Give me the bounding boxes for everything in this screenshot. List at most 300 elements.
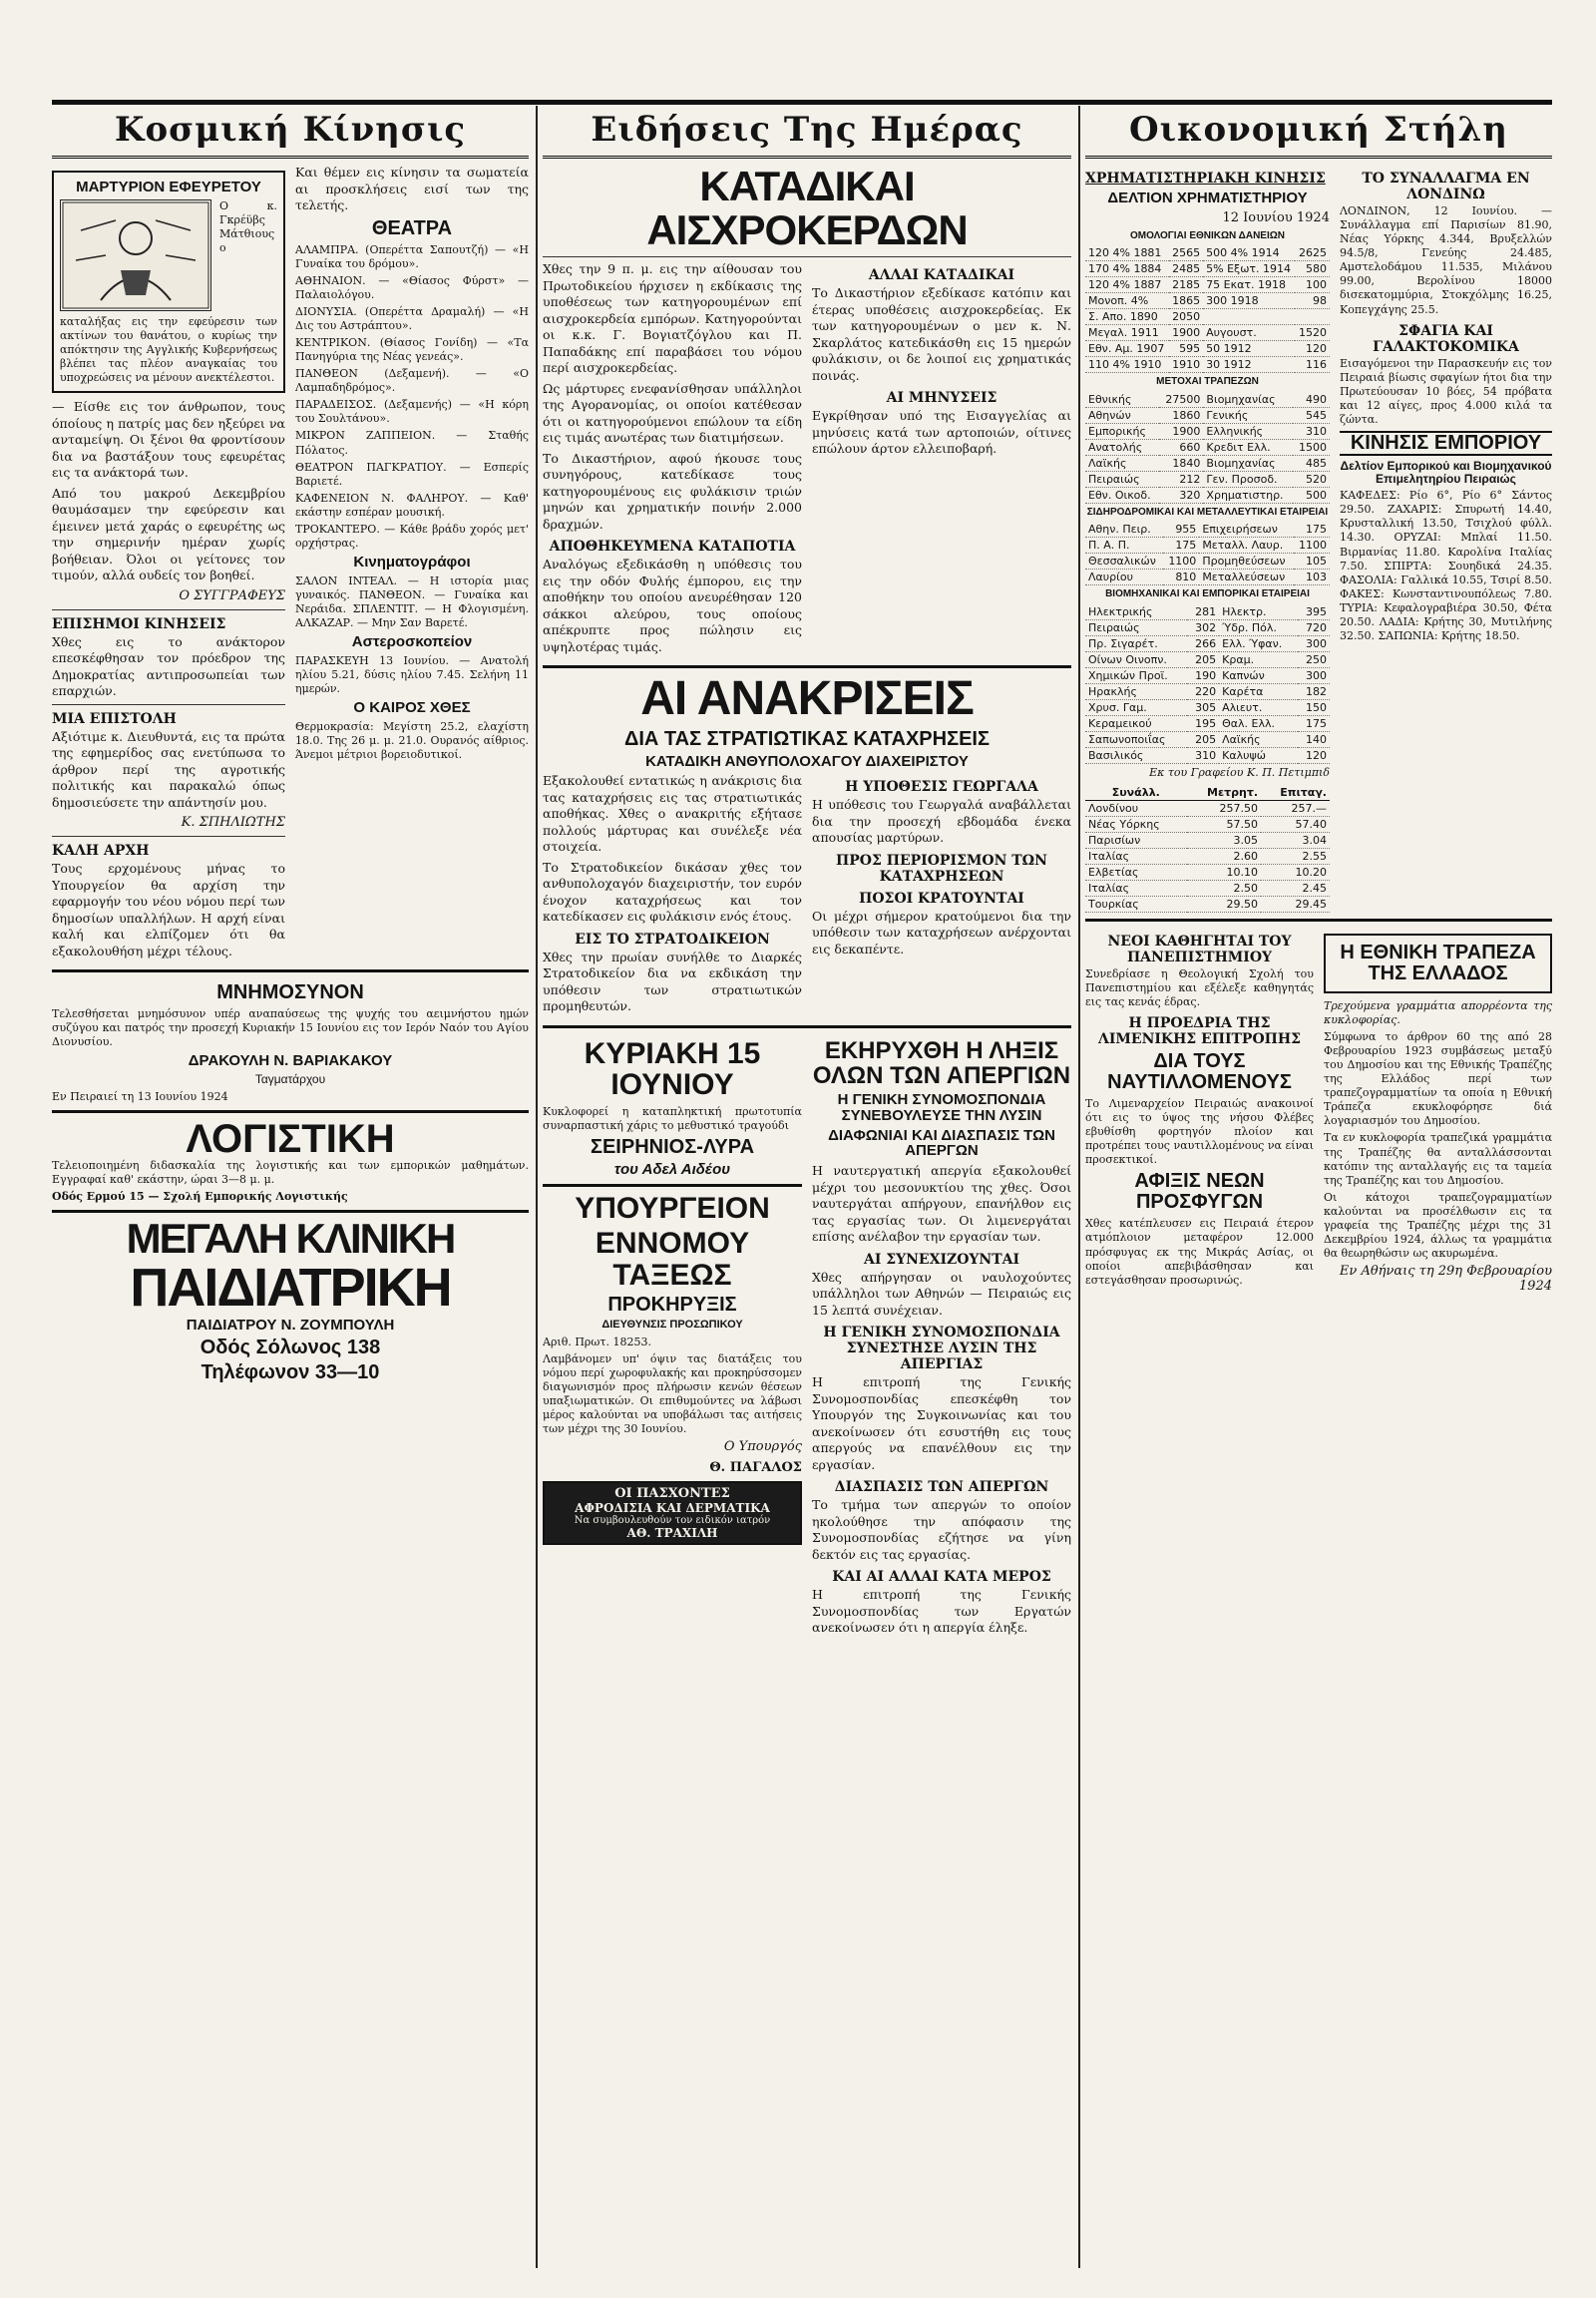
table-cell: Ελβετίας <box>1085 864 1187 880</box>
paragraph: ΚΑΦΕΔΕΣ: Ρίο 6°, Ρίο 6° Σάντος 29.50. ΖΑΧΑΡΙΣ: Σπυρωτή 14.40, Κρυσταλλική 13.50, Τσιχλού φύλλ. 14.30. ΟΡΥΖΑΙ: Μπλαί 11.50. Βιρμανίας 11.80. Καρολίνα Ιταλίας 7.50. ΣΠΙΡΤΑ: Σουηδικά 24.35. ΦΑΣΟΛΙΑ: Γαλλικά 10.55, Τσιρί 8.50. ΦΑΚΕΣ: Κωνσταντινουπόλεως 7.80. ΤΥΡΙΑ: Κεφαλογραβιέρα 30.50, Φέτα 20.50. ΛΑΔΙΑ: Κρήτης 30, Μυτιλήνης 32.50. ΣΑΠΩΝΙΑ: Κρήτης 18.50. <box>1339 489 1552 642</box>
bank-row <box>1085 471 1330 487</box>
loan-row <box>1085 261 1330 277</box>
industry-row <box>1085 635 1330 651</box>
table-cell: Ηλεκτρ. <box>1219 604 1298 620</box>
rail-row <box>1085 554 1330 570</box>
table-cell: 1865 <box>1169 293 1204 309</box>
table-cell: 2485 <box>1169 261 1204 277</box>
table-cell: 1100 <box>1163 554 1199 570</box>
exchange-header-row <box>1085 785 1330 801</box>
table-cell: Ύδρ. Πόλ. <box>1219 619 1298 635</box>
loans-table <box>1085 245 1330 373</box>
loan-row <box>1085 341 1330 357</box>
table-cell: 30 1912 <box>1203 357 1295 373</box>
table-cell: 75 Εκατ. 1918 <box>1203 277 1295 293</box>
table-cell: Νέας Υόρκης <box>1085 816 1187 832</box>
heading-bank: Η ΕΘΝΙΚΗ ΤΡΑΠΕΖΑ ΤΗΣ ΕΛΛΑΔΟΣ <box>1340 941 1536 984</box>
table-cell: 545 <box>1293 407 1330 423</box>
headline-strike-sub2: ΔΙΑΦΩΝΙΑΙ ΚΑΙ ΔΙΑΣΠΑΣΙΣ ΤΩΝ ΑΠΕΡΓΩΝ <box>828 1126 1055 1160</box>
table-cell: Βιομηχανίας <box>1203 455 1293 471</box>
paragraph: Τελειοποιημένη διδασκαλία της λογιστικής και των εμπορικών μαθημάτων. Εγγραφαί καθ' εκάστην, ώραι 3—8 μ. μ. <box>52 1158 529 1186</box>
table-cell: Τουρκίας <box>1085 896 1187 912</box>
table-cell: 660 <box>1159 439 1203 455</box>
subcolumn-right <box>812 1034 1071 1641</box>
inventor-box <box>52 171 285 393</box>
table-cell: 182 <box>1298 683 1330 699</box>
heading-university: ΝΕΟΙ ΚΑΘΗΓΗΤΑΙ ΤΟΥ ΠΑΝΕΠΙΣΤΗΜΙΟΥ <box>1107 933 1292 965</box>
table-cell: Λαϊκής <box>1085 455 1159 471</box>
subheading: ΔΙΑΣΠΑΣΙΣ ΤΩΝ ΑΠΕΡΓΩΝ <box>834 1479 1049 1496</box>
subcolumn-right <box>812 773 1071 1019</box>
subheading: ΑΙ ΣΥΝΕΧΙΖΟΥΝΤΑΙ <box>863 1251 1020 1268</box>
bank-notice <box>1324 934 1552 993</box>
banks-table <box>1085 392 1330 504</box>
table-cell: Αθηνών <box>1085 407 1159 423</box>
table-cell: 10.10 <box>1187 864 1261 880</box>
table-cell: 955 <box>1163 522 1199 538</box>
subcolumn-left <box>543 261 802 659</box>
loan-row <box>1085 309 1330 325</box>
subheading: Η ΓΕΝΙΚΗ ΣΥΝΟΜΟΣΠΟΝΔΙΑ ΣΥΝΕΣΤΗΣΕ ΛΥΣΙΝ ΤΗΣ ΑΠΕΡΓΙΑΣ <box>823 1325 1060 1373</box>
table-cell: 2565 <box>1169 245 1204 261</box>
paragraph: Το Δικαστήριον εξεδίκασε κατόπιν και έτερας υποθέσεις αισχροκερδείας. Εκ των κατηγορουμένων ο μεν κ. Ν. Σκαρλάτος κατεδικάσθη εις 15 ημερών φυλάκισιν, οι δε λοιποί εις χρηματικάς ποινάς. <box>812 285 1071 383</box>
table-cell: Βασιλικός <box>1085 747 1187 763</box>
table-cell: Αυγουστ. <box>1203 325 1295 341</box>
heading-industry: ΒΙΟΜΗΧΑΝΙΚΑΙ ΚΑΙ ΕΜΠΟΡΙΚΑΙ ΕΤΑΙΡΕΙΑΙ <box>1105 588 1310 600</box>
theatre-item: ΠΑΝΘΕΟΝ (Δεξαμενή). — «Ο Λαμπαδηδρόμος». <box>295 367 529 395</box>
table-cell: 1910 <box>1169 357 1204 373</box>
subcolumn-right <box>812 261 1071 659</box>
paragraph: Χθες εις το ανάκτορον επεσκέφθησαν τον πρόεδρον της Δημοκρατίας αντιπροσωπείαι των επαρχιών. <box>52 633 285 699</box>
exchange-table <box>1085 785 1330 913</box>
table-cell: Ιταλίας <box>1085 880 1187 896</box>
industry-row <box>1085 667 1330 683</box>
table-cell: Λαϊκής <box>1219 731 1298 747</box>
subheading: ΠΡΟΣ ΠΕΡΙΟΡΙΣΜΟΝ ΤΩΝ ΚΑΤΑΧΡΗΣΕΩΝ <box>836 852 1047 885</box>
heading-memorial: ΜΝΗΜΟΣΥΝΟΝ <box>216 981 364 1004</box>
table-cell: Λαυρίου <box>1085 570 1163 585</box>
table-header-cell: Μετρητ. <box>1187 785 1261 801</box>
ad-sunday-subtitle: του Αδελ Αιδέου <box>613 1160 731 1178</box>
source-note: Εκ του Γραφείου Κ. Π. Πετιμπιδ <box>1149 765 1330 779</box>
table-cell: Σαπωνοποιΐας <box>1085 731 1187 747</box>
bank-row <box>1085 487 1330 503</box>
two-column-block <box>1085 165 1552 913</box>
table-cell: Γεν. Προσοδ. <box>1203 471 1293 487</box>
divider <box>52 1110 529 1113</box>
table-cell: 300 <box>1298 667 1330 683</box>
theatre-item: ΚΑΦΕΝΕΙΟΝ Ν. ΦΑΛΗΡΟΥ. — Καθ' εκάστην εσπέραν μουσική. <box>295 491 529 519</box>
section-title-finance: Οικονομική Στήλη <box>1085 106 1552 159</box>
table-cell: 810 <box>1163 570 1199 585</box>
headline-investigations-sub: ΔΙΑ ΤΑΣ ΣΤΡΑΤΙΩΤΙΚΑΣ ΚΑΤΑΧΡΗΣΕΙΣ <box>624 727 990 750</box>
loan-row <box>1085 357 1330 373</box>
paragraph: Από του μακρού Δεκεμβρίου θαυμάσαμεν την εφεύρεσιν και έμεινεν μετά χαράς ο εφευρέτης ως την σημερινήν ημέραν χωρίς βοήθειαν. Όλοι οι γείτονες τον τιμούν, αλλά ουδείς τον βοηθεί. <box>52 485 285 583</box>
table-cell: 175 <box>1163 538 1199 554</box>
table-cell: 3.05 <box>1187 832 1261 848</box>
signature: Θ. ΠΑΓΑΛΟΣ <box>709 1460 802 1476</box>
paragraph: Θερμοκρασία: Μεγίστη 25.2, ελαχίστη 18.0. Της 26 μ. μ. 21.0. Ουρανός αίθριος. Άνεμοι μέτριοι βορειοδυτικοί. <box>295 719 529 762</box>
table-cell: Χρυσ. Γαμ. <box>1085 699 1187 715</box>
ad-clinic-address: Οδός Σόλωνος 138 <box>200 1336 381 1358</box>
table-cell: 3.04 <box>1261 832 1330 848</box>
heading-refugees: ΑΦΙΞΙΣ ΝΕΩΝ ΠΡΟΣΦΥΓΩΝ <box>1134 1170 1265 1214</box>
theatre-item: ΤΡΟΚΑΝΤΕΡΟ. — Κάθε βράδυ χορός μετ' ορχήστρας. <box>295 522 529 550</box>
table-cell: 1900 <box>1169 325 1204 341</box>
table-cell: Εθν. Οικοδ. <box>1085 487 1159 503</box>
paragraph: Οι μέχρι σήμερον κρατούμενοι δια την υπόθεσιν των καταχρήσεων ανέρχονται εις δεκαπέντε. <box>812 908 1071 957</box>
paragraph: Η υπόθεσις του Γεωργαλά αναβάλλεται δια την προσεχή εβδομάδα ένεκα απουσίας μαρτύρων. <box>812 797 1071 846</box>
table-cell: Ελλ. Ύφαν. <box>1219 635 1298 651</box>
table-cell: 205 <box>1187 651 1219 667</box>
paragraph: Χθες απήργησαν οι ναυλοχούντες υπάλληλοι των Αθηνών — Πειραιώς εις 15 λεπτά συνέχειαν. <box>812 1269 1071 1318</box>
table-cell: Καλυψώ <box>1219 747 1298 763</box>
paragraph: Συνεδρίασε η Θεολογική Σχολή του Πανεπιστημίου και εξέλεξε καθηγητάς εις τας κενάς έδρας. <box>1085 966 1314 1008</box>
table-cell: Θαλ. Ελλ. <box>1219 715 1298 731</box>
table-cell: 1500 <box>1293 439 1330 455</box>
paragraph: — Είσθε εις τον άνθρωπον, τους όποίους η πατρίς μας δεν ηξεύρει να ανταμείψη. Οι ξένοι θα φροντίσουν δια να βαστάξουν τους εφευρέτας εις τα ανάκτορά των. <box>52 399 285 481</box>
table-cell: 212 <box>1159 471 1203 487</box>
rail-table <box>1085 522 1330 585</box>
bank-row <box>1085 439 1330 455</box>
exchange-row <box>1085 816 1330 832</box>
table-cell: 29.45 <box>1261 896 1330 912</box>
theatre-item: ΚΕΝΤΡΙΚΟΝ. (Θίασος Γονίδη) — «Τα Πανηγύρια της Νέας γενεάς». <box>295 335 529 364</box>
heading-rail: ΣΙΔΗΡΟΔΡΟΜΙΚΑΙ ΚΑΙ ΜΕΤΑΛΛΕΥΤΙΚΑΙ ΕΤΑΙΡΕΙΑΙ <box>1086 506 1329 518</box>
theatre-item: ΠΑΡΑΔΕΙΣΟΣ. (Δεξαμενής) — «Η κόρη του Σουλτάνου». <box>295 398 529 426</box>
table-cell: 103 <box>1294 570 1330 585</box>
table-cell: Θεσσαλικών <box>1085 554 1163 570</box>
heading-livestock: ΣΦΑΓΙΑ ΚΑΙ ΓΑΛΑΚΤΟΚΟΜΙΚΑ <box>1373 322 1519 355</box>
theatre-item: ΔΙΟΝΥΣΙΑ. (Οπερέττα Δραμαλή) — «Η Δις του Αστράπτου». <box>295 304 529 332</box>
ad-clinic-phone: Τηλέφωνον 33—10 <box>200 1360 380 1383</box>
exchange-row <box>1085 800 1330 816</box>
divider <box>52 609 285 610</box>
table-cell: Π. Α. Π. <box>1085 538 1163 554</box>
table-header-cell: Επιταγ. <box>1261 785 1330 801</box>
table-cell: 120 <box>1298 747 1330 763</box>
table-cell: Πειραιώς <box>1085 471 1159 487</box>
subcolumn-left <box>52 165 285 963</box>
industry-row <box>1085 683 1330 699</box>
paragraph: Τα εν κυκλοφορία τραπεζικά γραμμάτια της Τραπέζης θα ανταλλάσσονται κατόπιν της ανταλλαγής εις τα ταμεία της Τραπέζης και του Δημοσίου. <box>1324 1131 1552 1187</box>
table-cell: Γενικής <box>1203 407 1293 423</box>
table-cell: 2.60 <box>1187 848 1261 864</box>
industry-table <box>1085 604 1330 764</box>
ad-doctor-subheading: ΑΦΡΟΔΙΣΙΑ ΚΑΙ ΔΕΡΜΑΤΙΚΑ <box>575 1501 770 1516</box>
divider <box>543 1184 802 1187</box>
table-cell: 120 4% 1881 <box>1085 245 1169 261</box>
inventor-text: Ο κ. Γκρέϋβς Μάτθιους ο καταλήξας εις την εφεύρεσιν των ακτίνων του θανάτου, ο κυρίως την απόκτησιν της Αγγλικής Κυβερνήσεως βλέπει τας πλέον αναγκαίας του υποχρεώσεις να μένουν ανεκτέλεστοι. <box>60 198 277 385</box>
table-cell <box>1295 309 1330 325</box>
heading-banks: ΜΕΤΟΧΑΙ ΤΡΑΠΕΖΩΝ <box>1156 376 1259 388</box>
table-cell: 720 <box>1298 619 1330 635</box>
divider <box>52 1210 529 1213</box>
subheading: Η ΥΠΟΘΕΣΙΣ ΓΕΩΡΓΑΛΑ <box>845 779 1038 796</box>
paragraph: Σύμφωνα το άρθρον 60 της από 28 Φεβρουαρίου 1923 συμβάσεως μεταξύ του Δημοσίου και της Εθνικής Τραπέζης της Ελλάδος περί των τραπεζογραμματίων τα οποία η Εθνική Τράπεζα εκυκλοφόρησε διά λογαριασμόν του Δημοσίου. <box>1324 1029 1552 1128</box>
paragraph: Τελεσθήσεται μνημόσυνον υπέρ αναπαύσεως της ψυχής του αειμνήστου ημών συζύγου και πατρός την προσεχή Κυριακήν 15 Ιουνίου εις τον Ιερόν Ναόν του Αγίου Διονυσίου. <box>52 1007 529 1049</box>
table-cell: 305 <box>1187 699 1219 715</box>
table-cell: Χημικών Προϊ. <box>1085 667 1187 683</box>
table-cell: 300 1918 <box>1203 293 1295 309</box>
table-cell: 500 <box>1293 487 1330 503</box>
heading-weather: Αστεροσκοπείον <box>351 633 473 651</box>
table-cell: 190 <box>1187 667 1219 683</box>
heading-london: ΤΟ ΣΥΝΑΛΛΑΓΜΑ ΕΝ ΛΟΝΔΙΝΩ <box>1362 171 1530 202</box>
industry-row <box>1085 604 1330 620</box>
heading-cinemas: Κινηματογράφοι <box>353 554 471 572</box>
table-cell: Σ. Απο. 1890 <box>1085 309 1169 325</box>
divider <box>1085 919 1552 922</box>
divider <box>543 1025 1071 1028</box>
table-cell: 57.40 <box>1261 816 1330 832</box>
market-subtitle: Δελτίον Εμπορικού και Βιομηχανικού Επιμελητηρίου Πειραιώς <box>1340 459 1552 486</box>
table-cell: 120 <box>1295 341 1330 357</box>
table-cell: Χρηματιστηρ. <box>1203 487 1293 503</box>
table-cell: Κεραμεικού <box>1085 715 1187 731</box>
table-cell: 10.20 <box>1261 864 1330 880</box>
table-cell: 257.— <box>1261 800 1330 816</box>
table-cell: Μεταλλεύσεων <box>1199 570 1294 585</box>
bourse-title: ΔΕΛΤΙΟΝ ΧΡΗΜΑΤΙΣΤΗΡΙΟΥ <box>1107 190 1308 206</box>
ad-sunday-title: ΚΥΡΙΑΚΗ 15 ΙΟΥΝΙΟΥ <box>584 1036 761 1102</box>
memorial-rank: Ταγματάρχου <box>254 1072 326 1087</box>
paragraph: Εξακολουθεί εντατικώς η ανάκρισις δια τας καταχρήσεις εις τας στρατιωτικάς αποθήκας. Χθες ο ανακριτής εξήτασε πολλούς μάρτυρας και συνέλεξε νέα στοιχεία. <box>543 773 802 855</box>
signature: Ο Υπουργός <box>723 1439 802 1455</box>
divider <box>52 704 285 705</box>
divider <box>52 969 529 972</box>
table-cell: 1520 <box>1295 325 1330 341</box>
table-cell: 2185 <box>1169 277 1204 293</box>
industry-row <box>1085 619 1330 635</box>
rail-row <box>1085 522 1330 538</box>
table-cell <box>1203 309 1295 325</box>
table-cell: 105 <box>1294 554 1330 570</box>
table-cell: Προμηθεύσεων <box>1199 554 1294 570</box>
ministry-notice: ΠΡΟΚΗΡΥΞΙΣ <box>607 1294 737 1317</box>
table-cell: Εμπορικής <box>1085 423 1159 439</box>
paragraph: Αναλόγως εξεδικάσθη η υπόθεσις του εις την οδόν Φυλής έμπορου, εις την αποθήκην του οποίου ανευρέθησαν 120 σάκκοι αλεύρου, τους οποίους απέκρυπτε προς πώλησιν εις υψηλοτέρας τιμάς. <box>543 557 802 654</box>
table-cell: Μεγαλ. 1911 <box>1085 325 1169 341</box>
paragraph: Τρεχούμενα γραμμάτια απορρέοντα της κυκλοφορίας. <box>1324 998 1552 1026</box>
heading-start: ΚΑΛΗ ΑΡΧΗ <box>52 843 150 860</box>
table-cell: Οίνων Οινοπν. <box>1085 651 1187 667</box>
exchange-row <box>1085 864 1330 880</box>
section-title-news: Ειδήσεις Της Ημέρας <box>543 106 1071 159</box>
theatre-item: ΑΘΗΝΑΙΟΝ. — «Θίασος Φύρστ» — Παλαιολόγου. <box>295 273 529 301</box>
ministry-department: ΔΙΕΥΘΥΝΣΙΣ ΠΡΟΣΩΠΙΚΟΥ <box>601 1319 743 1332</box>
subcolumn-left <box>52 978 529 1387</box>
table-cell: 310 <box>1293 423 1330 439</box>
table-cell: 266 <box>1187 635 1219 651</box>
paragraph: Εγκρίθησαν υπό της Εισαγγελίας αι μηνύσεις κατά των αρτοποιών, οίτινες επώλουν άρτον ελλειποβαρή. <box>812 408 1071 457</box>
industry-row <box>1085 651 1330 667</box>
subcolumn-left <box>1085 165 1330 913</box>
table-cell: 175 <box>1298 715 1330 731</box>
table-cell: 302 <box>1187 619 1219 635</box>
ad-doctor <box>543 1481 802 1545</box>
paragraph: Χθες την 9 π. μ. εις την αίθουσαν του Πρωτοδικείου ήρχισεν η εκδίκασις της υποθέσεως των κατηγορουμένων επί αισχροκερδεία εμπόρων. Κατηγορούνται οι κ.κ. Γ. Βογιατζόγλου και Π. Παπαδάκης επί παραβάσει του νόμου περί αισχροκερδείας. <box>543 261 802 376</box>
table-cell: 250 <box>1298 651 1330 667</box>
table-cell: 220 <box>1187 683 1219 699</box>
paragraph: Χθες την πρωίαν συνήλθε το Διαρκές Στρατοδικείον δια να εκδικάση την υπόθεσιν των στρατιωτικών προμηθευτών. <box>543 949 802 1014</box>
bank-row <box>1085 455 1330 471</box>
loan-row <box>1085 293 1330 309</box>
ministry-number: Αριθ. Πρωτ. 18253. <box>543 1335 651 1348</box>
paragraph: Το Λιμεναρχείον Πειραιώς ανακοινοί ότι εις το ύψος της νήσου Φλέβες εβυθίσθη φορτηγόν πλοίον και προτρέπει τους ναυτιλλομένους να είναι προσεκτικοί. <box>1085 1096 1314 1167</box>
heading-sailors: ΔΙΑ ΤΟΥΣ ΝΑΥΤΙΛΛΟΜΕΝΟΥΣ <box>1107 1049 1292 1093</box>
paragraph: ΠΑΡΑΣΚΕΥΗ 13 Ιουνίου. — Ανατολή ηλίου 5.21, δύσις ηλίου 7.45. Σελήνη 11 ημερών. <box>295 653 529 696</box>
table-cell: 175 <box>1294 522 1330 538</box>
bank-date: Εν Αθήναις τη 29η Φεβρουαρίου 1924 <box>1339 1264 1552 1295</box>
exchange-row <box>1085 896 1330 912</box>
memorial-date: Εν Πειραιεί τη 13 Ιουνίου 1924 <box>52 1089 228 1103</box>
loan-row <box>1085 325 1330 341</box>
table-cell: 1840 <box>1159 455 1203 471</box>
table-cell: 310 <box>1187 747 1219 763</box>
ad-sunday-heading: ΣΕΙΡΗΝΙΟΣ-ΛΥΡΑ <box>590 1135 755 1158</box>
ad-accounting-address: Οδός Ερμού 15 — Σχολή Εμπορικής Λογιστικής <box>52 1189 348 1203</box>
ad-doctor-text: Να συμβουλευθούν τον ειδικόν ιατρόν <box>574 1515 771 1527</box>
heading-theatres: ΘΕΑΤΡΑ <box>371 216 453 239</box>
column-social <box>52 106 529 2268</box>
exchange-row <box>1085 848 1330 864</box>
heading-letter: ΜΙΑ ΕΠΙΣΤΟΛΗ <box>52 710 177 727</box>
table-cell: Βιομηχανίας <box>1203 392 1293 408</box>
table-cell: 595 <box>1169 341 1204 357</box>
subcolumn-right <box>295 165 529 963</box>
table-cell: 320 <box>1159 487 1203 503</box>
table-cell: Λονδίνου <box>1085 800 1187 816</box>
heading-bourse: ΧΡΗΜΑΤΙΣΤΗΡΙΑΚΗ ΚΙΝΗΣΙΣ <box>1085 171 1326 187</box>
paragraph: Τους ερχομένους μήνας το Υπουργείον θα αρχίση την εφαρμογήν του νέου νόμου περί των δημοσίων υπαλλήλων. Η αρχή είναι καλή και ελπίζομεν ότι θα εξακολουθήση μέχρι τέλους. <box>52 861 285 958</box>
table-cell: Μεταλλ. Λαυρ. <box>1199 538 1294 554</box>
two-column-block <box>543 261 1071 659</box>
ministry-title: ΥΠΟΥΡΓΕΙΟΝ <box>575 1191 770 1225</box>
paragraph: Κυκλοφορεί η καταπληκτική πρωτοτυπία συναρπαστική χάρις το μεθυστικό τραγούδι <box>543 1104 802 1132</box>
subcolumn-right <box>1324 928 1552 1300</box>
table-cell: 5% Εξωτ. 1914 <box>1203 261 1295 277</box>
memorial-name: ΔΡΑΚΟΥΛΗ Ν. ΒΑΡΙΑΚΑΚΟΥ <box>188 1052 393 1070</box>
table-cell: Αλιευτ. <box>1219 699 1298 715</box>
table-cell: Ιταλίας <box>1085 848 1187 864</box>
table-cell: Καπνών <box>1219 667 1298 683</box>
industry-row <box>1085 747 1330 763</box>
table-cell: 2625 <box>1295 245 1330 261</box>
subcolumn-right <box>1340 165 1552 913</box>
table-cell: 281 <box>1187 604 1219 620</box>
ad-clinic-line1: ΜΕΓΑΛΗ ΚΛΙΝΙΚΗ <box>126 1215 455 1263</box>
subheading: ΚΑΙ ΑΙ ΑΛΛΑΙ ΚΑΤΑ ΜΕΡΟΣ <box>832 1569 1051 1586</box>
table-cell: Πειραιώς <box>1085 619 1187 635</box>
table-cell: 1860 <box>1159 407 1203 423</box>
industry-row <box>1085 699 1330 715</box>
section-title-social: Κοσμική Κίνησις <box>52 106 529 159</box>
paragraph: Η ναυτεργατική απεργία εξακολουθεί μέχρι του μεσονυκτίου της χθες. Όσοι ναυτεργάται απήργουν, επανήλθον εις τας εργασίας των. Οι λιμενεργάται επίσης ανέλαβον την εργασίαν των. <box>812 1163 1071 1245</box>
heading-visits: ΕΠΙΣΗΜΟΙ ΚΙΝΗΣΕΙΣ <box>52 615 226 632</box>
paragraph: Το τμήμα των απεργών το οποίον ηκολούθησε την απόφασιν της Συνομοσπονδίας εζήτησε να γίνη δεκτόν εις τας εργασίας. <box>812 1497 1071 1562</box>
signature: Κ. ΣΠΗΛΙΩΤΗΣ <box>181 815 285 831</box>
bank-row <box>1085 423 1330 439</box>
subcolumn-left <box>543 1034 802 1641</box>
table-cell: 110 4% 1910 <box>1085 357 1169 373</box>
table-cell: 2.55 <box>1261 848 1330 864</box>
column-divider <box>536 106 538 2268</box>
paragraph: Λαμβάνομεν υπ' όψιν τας διατάξεις του νόμου περί χωροφυλακής και προκηρύσσομεν διαγωνισμόν προς πλήρωσιν κενών θέσεων υπαξιωματικών. Οι επιθυμούντες να λάβωσι μέρος καλούνται να υποβάλωσι τας αιτήσεις των μέχρι της 30 Ιουνίου. <box>543 1351 802 1436</box>
table-cell: Παρισίων <box>1085 832 1187 848</box>
ad-doctor-name: ΑΘ. ΤΡΑΧΙΛΗ <box>626 1526 718 1541</box>
table-cell: Ηλεκτρικής <box>1085 604 1187 620</box>
theatre-item: ΘΕΑΤΡΟΝ ΠΑΓΚΡΑΤΙΟΥ. — Εσπερίς Βαριετέ. <box>295 460 529 488</box>
column-divider <box>1078 106 1080 2268</box>
table-cell: 50 1912 <box>1203 341 1295 357</box>
headline-strike: ΕΚΗΡΥΧΘΗ Η ΛΗΞΙΣ ΟΛΩΝ ΤΩΝ ΑΠΕΡΓΙΩΝ <box>812 1036 1071 1090</box>
table-cell: 2.45 <box>1261 880 1330 896</box>
industry-row <box>1085 731 1330 747</box>
paragraph: Εισαγόμενοι την Παρασκευήν εις τον Πειραιά βίωσις σφαγίων ήτοι δια την Πρωτεύουσαν 10 βόες, 54 πρόβατα και 12 αίγες, προς 4.000 κιλά τα ζώντα. <box>1339 356 1552 426</box>
ad-clinic-line3: ΠΑΙΔΙΑΤΡΟΥ Ν. ΖΟΥΜΠΟΥΛΗ <box>186 1317 395 1335</box>
subcolumn-left <box>1085 928 1314 1300</box>
table-cell: 300 <box>1298 635 1330 651</box>
table-cell: Ηρακλής <box>1085 683 1187 699</box>
paragraph: Χθες κατέπλευσεν εις Πειραιά έτερον ατμόπλοιον μεταφέρον 12.000 πρόσφυγας εκ της Μικράς Ασίας, οι οποίοι απεβιβάσθησαν και εστεγάσθησαν προσωρινώς. <box>1085 1217 1314 1287</box>
table-cell: Κρεδιτ Ελλ. <box>1203 439 1293 455</box>
heading-harbor: Η ΠΡΟΕΔΡΙΑ ΤΗΣ ΛΙΜΕΝΙΚΗΣ ΕΠΙΤΡΟΠΗΣ <box>1097 1014 1302 1047</box>
inventor-title: ΜΑΡΤΥΡΙΟΝ ΕΦΕΥΡΕΤΟΥ <box>76 179 261 195</box>
paragraph: Ως μάρτυρες ενεφανίσθησαν υπάλληλοι της Αγορανομίας, οι οποίοι κατέθεσαν ότι οι κατηγορούμενοι επώλουν τα είδη εις τιμάς ανωτέρας των διατιμήσεων. <box>543 380 802 446</box>
two-column-block <box>1085 928 1552 1300</box>
subheading: ΠΟΣΟΙ ΚΡΑΤΟΥΝΤΑΙ <box>859 890 1024 907</box>
table-cell: 57.50 <box>1187 816 1261 832</box>
headline-profiteers: ΚΑΤΑΔΙΚΑΙ ΑΙΣΧΡΟΚΕΡΔΩΝ <box>646 163 968 254</box>
table-cell: 170 4% 1884 <box>1085 261 1169 277</box>
divider <box>543 256 1071 257</box>
two-column-block <box>52 165 529 963</box>
table-cell: Εθνικής <box>1085 392 1159 408</box>
table-cell: 2.50 <box>1187 880 1261 896</box>
table-cell: 120 4% 1887 <box>1085 277 1169 293</box>
table-cell: 257.50 <box>1187 800 1261 816</box>
column-news <box>543 106 1071 2268</box>
paragraph: Το Στρατοδικείον δικάσαν χθες τον ανθυπολοχαγόν διαχειριστήν, τον ευρόν ένοχον καταχρήσεως και τον κατεδίκασεν εις φυλάκισιν ενός έτους. <box>543 859 802 925</box>
signature: Ο ΣΥΓΓΡΑΦΕΥΣ <box>179 587 285 603</box>
table-cell: 150 <box>1298 699 1330 715</box>
headline-investigations-sub2: ΚΑΤΑΔΙΚΗ ΑΝΘΥΠΟΛΟΧΑΓΟΥ ΔΙΑΧΕΙΡΙΣΤΟΥ <box>645 752 969 770</box>
bourse-date: 12 Ιουνίου 1924 <box>1222 209 1330 225</box>
table-cell: 1900 <box>1159 423 1203 439</box>
rail-row <box>1085 538 1330 554</box>
heading-weather-yesterday: Ο ΚΑΙΡΟΣ ΧΘΕΣ <box>353 699 471 717</box>
subheading: ΑΠΟΘΗΚΕΥΜΕΝΑ ΚΑΤΑΠΟΤΙΑ <box>549 539 796 556</box>
exchange-row <box>1085 832 1330 848</box>
table-cell: Εθν. Αμ. 1907 <box>1085 341 1169 357</box>
table-cell: Ανατολής <box>1085 439 1159 455</box>
ad-clinic-line2: ΠΑΙΔΙΑΤΡΙΚΗ <box>130 1257 451 1318</box>
table-cell: 490 <box>1293 392 1330 408</box>
table-cell: Μονοπ. 4% <box>1085 293 1169 309</box>
rail-row <box>1085 570 1330 585</box>
table-cell: 2050 <box>1169 309 1204 325</box>
table-cell: 500 4% 1914 <box>1203 245 1295 261</box>
ad-doctor-heading: ΟΙ ΠΑΣΧΟΝΤΕΣ <box>614 1486 730 1502</box>
paragraph: Το Δικαστήριον, αφού ήκουσε τους συνηγόρους, κατεδίκασε τους κατηγορουμένους εις φυλάκισιν τριών μηνών και χρηματικήν ποινήν 2.000 δραχμών. <box>543 450 802 532</box>
paragraph: Αξιότιμε κ. Διευθυντά, εις τα πρώτα της εφημερίδος σας ενετύπωσα το άρθρον περί της αγροτικής πολιτικής και παρακαλώ όπως δημοσιεύσετε την απάντησίν μου. <box>52 728 285 810</box>
table-cell: 140 <box>1298 731 1330 747</box>
theatre-item: ΜΙΚΡΟΝ ΖΑΠΠΕΙΟΝ. — Σταθής Πόλατος. <box>295 429 529 457</box>
loan-row <box>1085 245 1330 261</box>
subheading: ΑΛΛΑΙ ΚΑΤΑΔΙΚΑΙ <box>868 267 1015 284</box>
loan-row <box>1085 277 1330 293</box>
